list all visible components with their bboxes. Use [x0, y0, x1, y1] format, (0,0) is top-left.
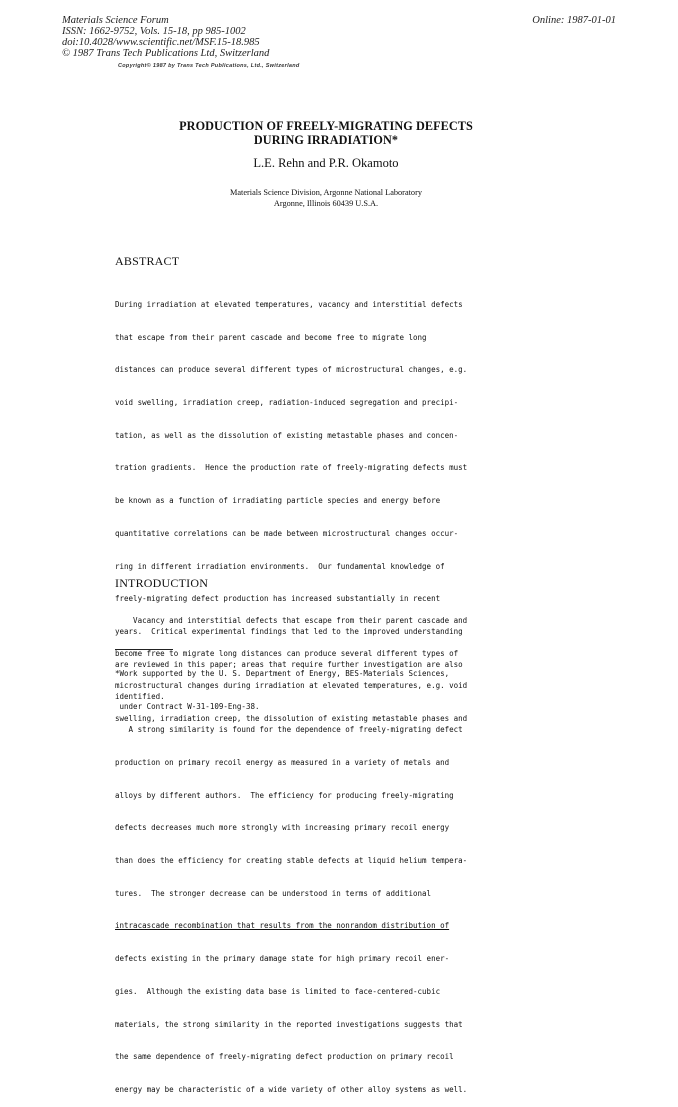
footnote-line: *Work supported by the U. S. Department of Energy, BES-Materials Sciences, — [115, 668, 450, 678]
abstract-line: tration gradients. Hence the production rate of freely-migrating defects must — [115, 463, 468, 473]
issn-line: ISSN: 1662-9752, Vols. 15-18, pp 985-1002 — [62, 26, 246, 37]
abstract-line: defects decreases much more strongly with increasing primary recoil energy — [115, 823, 450, 833]
abstract-line: ring in different irradiation environments. Our fundamental knowledge of — [115, 561, 445, 571]
introduction-line: become free to migrate long distances can produce several different types of — [115, 648, 459, 658]
abstract-line: intracascade recombination that results from the nonrandom distribution of — [115, 921, 450, 931]
paper-title — [0, 119, 652, 147]
paper-authors: L.E. Rehn and P.R. Okamoto — [253, 156, 399, 170]
introduction-heading: INTRODUCTION — [115, 576, 209, 590]
abstract-heading: ABSTRACT — [115, 254, 180, 268]
online-date: Online: 1987-01-01 — [532, 15, 616, 26]
footnote — [115, 647, 449, 723]
journal-metadata — [62, 15, 269, 59]
abstract-line: tation, as well as the dissolution of existing metastable phases and concen- — [115, 430, 459, 440]
introduction-line: swelling, irradiation creep, the dissolution of existing metastable phases and — [115, 713, 468, 723]
abstract-line: identified. — [115, 692, 165, 702]
abstract-line: gies. Although the existing data base is limited to face-centered-cubic — [115, 986, 441, 996]
affiliation — [0, 187, 652, 209]
introduction-line: microstructural changes during irradiation at elevated temperatures, e.g. void — [115, 681, 468, 691]
abstract-line: energy may be characteristic of a wide variety of other alloy systems as well. — [115, 1085, 468, 1095]
abstract-line: years. Critical experimental findings that led to the improved understanding — [115, 627, 463, 636]
affiliation-line-2: Argonne, Illinois 60439 U.S.A. — [273, 199, 379, 208]
introduction-line: Vacancy and interstitial defects that escape from their parent cascade and — [115, 615, 468, 625]
copyright-line: Copyright© 1987 by Trans Tech Publications, Ltd., Switzerland — [118, 63, 300, 69]
abstract-line: defects existing in the primary damage state for high primary recoil ener- — [115, 954, 450, 964]
abstract-line: During irradiation at elevated temperatures, vacancy and interstitial defects — [115, 299, 463, 309]
abstract-line: are reviewed in this paper; areas that require further investigation are also — [115, 659, 463, 669]
title-line-2: DURING IRRADIATION* — [253, 133, 399, 147]
abstract-line: that escape from their parent cascade and become free to migrate long — [115, 332, 427, 342]
abstract-line: tures. The stronger decrease can be understood in terms of additional — [115, 888, 432, 898]
journal-name: Materials Science Forum — [62, 15, 169, 26]
publisher-line: © 1987 Trans Tech Publications Ltd, Switzerland — [62, 48, 270, 59]
abstract-line: void swelling, irradiation creep, radiation-induced segregation and precipi- — [115, 397, 459, 407]
affiliation-line-1: Materials Science Division, Argonne National Laboratory — [229, 188, 422, 197]
abstract-line: freely-migrating defect production has increased substantially in recent — [115, 594, 441, 604]
abstract-line: distances can produce several different types of microstructural changes, e.g. — [115, 365, 468, 375]
doi-line: doi:10.4028/www.scientific.net/MSF.15-18.985 — [62, 37, 260, 48]
abstract-line: than does the efficiency for creating stable defects at liquid helium tempera- — [115, 856, 468, 866]
abstract-line: A strong similarity is found for the dependence of freely-migrating defect — [115, 725, 463, 735]
footnote-line: under Contract W-31-109-Eng-38. — [115, 701, 260, 711]
abstract-line: the same dependence of freely-migrating defect production on primary recoil — [115, 1052, 454, 1062]
title-line-1: PRODUCTION OF FREELY-MIGRATING DEFECTS — [179, 119, 473, 133]
abstract-line: materials, the strong similarity in the reported investigations suggests that — [115, 1019, 463, 1029]
abstract-line: alloys by different authors. The efficiency for producing freely-migrating — [115, 790, 454, 800]
abstract-line: quantitative correlations can be made between microstructural changes occur- — [115, 528, 459, 538]
abstract-line: be known as a function of irradiating particle species and energy before — [115, 496, 441, 506]
abstract-line: production on primary recoil energy as measured in a variety of metals and — [115, 757, 450, 767]
